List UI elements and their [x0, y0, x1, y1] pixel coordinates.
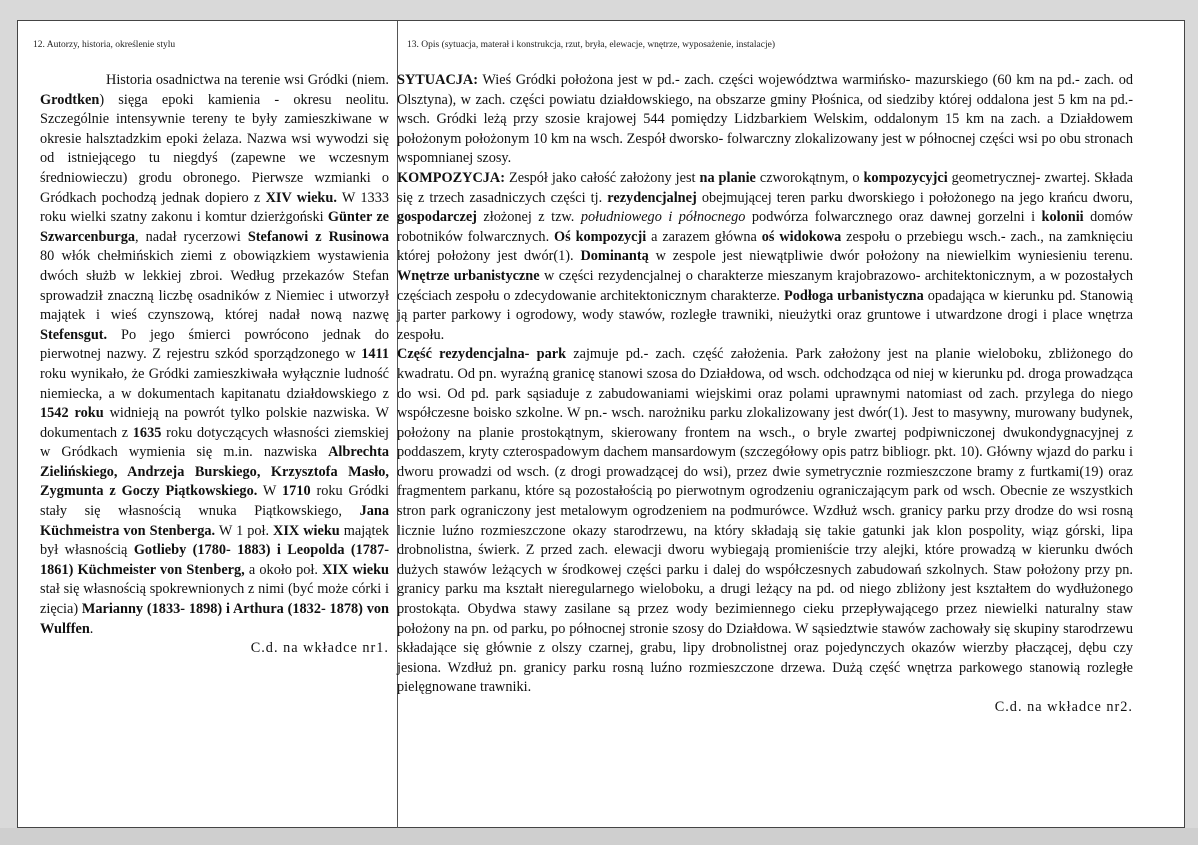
right-column-header: 13. Opis (sytuacja, materał i konstrukcja, rzut, bryła, elewacje, wnętrze, wyposażenie, instalacje) [407, 40, 775, 50]
residential-park-paragraph: Część rezydencjalna- park zajmuje pd.- zach. część założenia. Park założony jest na planie wieloboku, zbliżonego do kwadratu. Od pn. wyraźną granicę stanowi szosa do Działdowa, od wsch. odchodząca od niej w kierunku pd. droga prowadząca do wsi. Od pd. park sąsiaduje z zabudowaniami wiejskimi oraz polami uprawnymi natomiast od zach. przylega do niego współczesne boisko szkolne. W pn.- wsch. narożniku parku zlokalizowany jest dwór(1). Jest to masywny, murowany budynek, położony na planie prostokątnym, skierowany frontem na wsch., o bryle zwartej podpiwniczonej dwukondygnacyjnej z poddaszem, kryty czterospadowym dachem mansardowym (szczegółowy opis patrz bibliogr. pkt. 10). Główny wjazd do parku i dworu prowadzi od wsch. (z drogi prowadzącej do wsi), przez dwie symetrycznie rozmieszczone bramy z furtkami(19) oraz fragmentem parkanu, które są pozostałością po pierwotnym ogrodzeniu ograniczającym park od wsch. Obecnie ze wszystkich stron park ograniczony jest metalowym ogrodzeniem na podmurówce. Wzdłuż wsch. granicy parku przy drodze do wsi rosną licznie luźno rozmieszczone okazy starodrzewu, na który składają się takie gatunki jak klon pospolity, wiąz górski, lipa drobnolistna, świerk. Z przed zach. elewacji dworu wybiegają promieniście trzy alejki, które prowadzą w kierunku dwóch dużych stawów leżących w środkowej części parku i dalej do współczesnych zabudowań szkolnych. Staw położony przy pn. granicy parku ma kształt nieregularnego wieloboku, a drugi leżący na pd. od niego zbliżony jest kształtem do wydłużonego prostokąta. Obydwa stawy zasilane są przez wody bezimiennego cieku przepływającego przez niewielki naturalny staw położony na pn. od parku, po północnej stronie szosy do Działdowa. W sąsiedztwie stawów zachowały się skupiny starodrzewu składające się głównie z olszy czarnej, grabu, lipy drobnolistnej oraz pojedynczych okazów wierzby płaczącej, dębu czy jesiona. Wzdłuż pn. granicy parku rosną luźno rozmieszczone drzewa. Dużą część wnętrza parkowego stanowią rozległe pielęgnowane trawniki. [397, 346, 1134, 696]
history-column [40, 71, 389, 659]
description-column [397, 71, 1133, 718]
scan-bottom-margin [0, 828, 1198, 845]
composition-paragraph: KOMPOZYCJA: Zespół jako całość założony jest na planie czworokątnym, o kompozycyjci geometrycznej- zwartej. Składa się z trzech zasadniczych części tj. rezydencjalnej obejmującej teren parku dworskiego i położonego na jego krańcu dworu, gospodarczej złożonej z tzw. południowego i północnego podwórza folwarcznego oraz dawnej gorzelni i kolonii domów robotników folwarcznych. Oś kompozycji a zarazem główna oś widokowa zespołu o przebiegu wsch.- zach., na zamknięciu której położony jest dwór(1). Dominantą w zespole jest niewątpliwie dwór położony na niewielkim wyniesieniu terenu. Wnętrze urbanistyczne w części rezydencjalnej o charakterze mieszanym krajobrazowo- architektonicznym, a w pozostałych częściach zespołu o zdecydowanie architektonicznym charakterze. Podłoga urbanistyczna opadająca w kierunku pd. Stanowią ją parter parkowy i ogrodowy, wody stawów, rozległe trawniki, nieużytki oraz gruntowe i utwardzone drogi i place wnętrza zespołu. [397, 169, 1134, 343]
left-column-header: 12. Autorzy, historia, określenie stylu [33, 40, 176, 50]
left-continuation-note: C.d. na wkładce nr1. [250, 640, 389, 657]
situation-paragraph: SYTUACJA: Wieś Gródki położona jest w pd.- zach. części województwa warmińsko- mazurskiego (60 km na pd.- zach. od Olsztyna), w zach. części powiatu działdowskiego, na obszarze gminy Płośnica, od siedziby której oddalona jest 5 km na pd.- wsch. Gródki leżą przy szosie krajowej 544 pomiędzy Lidzbarkiem Welskim, oddalonym 15 km na zach. a Działdowem położonym położonym 10 km na wsch. Zespół dworsko- folwarczny zlokalizowany jest w północnej części wsi po obu stronach wspomnianej szosy. [397, 72, 1133, 167]
document-sheet [17, 20, 1185, 828]
right-continuation-note: C.d. na wkładce nr2. [994, 699, 1133, 715]
history-text: Historia osadnictwa na terenie wsi Gródki (niem. Grodtken) sięga epoki kamienia - okresu neolitu. Szczególnie intensywnie tereny te były zamieszkiwane w okresie halsztadzkim epoki żelaza. Nazwa wsi wywodzi się od istniejącego tu niegdyś (zapewne we wczesnym średniowieczu) grodu obronego. Pierwsze wzmianki o Gródkach pochodzą jednak dopiero z XIV wieku. W 1333 roku wielki szatny zakonu i komtur dzierżgoński Günter ze Szwarcenburga, nadał rycerzowi Stefanowi z Rusinowa 80 włók chełmińskich ziemi z obowiązkiem wystawienia dwóch służb w lekkiej zbroi. Według przekazów Stefan sprowadził znaczną liczbę osadników z Niemiec i utworzył majątek i wieś czynszową, której nadał nową nazwę Stefensgut. Po jego śmierci powrócono jednak do pierwotnej nazwy. Z rejestru szkód sporządzonego w 1411 roku wynikało, że Gródki zamieszkiwała wyłącznie ludność niemiecka, a w dokumentach kapitanatu działdowskiego z 1542 roku widnieją na powrót tylko polskie nazwiska. W dokumentach z 1635 roku dotyczących własności ziemskiej w Gródkach wymienia się m.in. nazwiska Albrechta Zielińskiego, Andrzeja Burskiego, Krzysztofa Masło, Zygmunta z Goczy Piątkowskiego. W 1710 roku Gródki stały się własnością wnuka Piątkowskiego, Jana Küchmeistra von Stenberga. W 1 poł. XIX wieku majątek był własnością Gotlieby (1780- 1883) i Leopolda (1787-1861) Küchmeister von Stenberg, a około poł. XIX wieku stał się własnością spokrewnionych z nimi (być może córki i zięcia) Marianny (1833- 1898) i Arthura (1832- 1878) von Wulffen. [40, 72, 390, 637]
